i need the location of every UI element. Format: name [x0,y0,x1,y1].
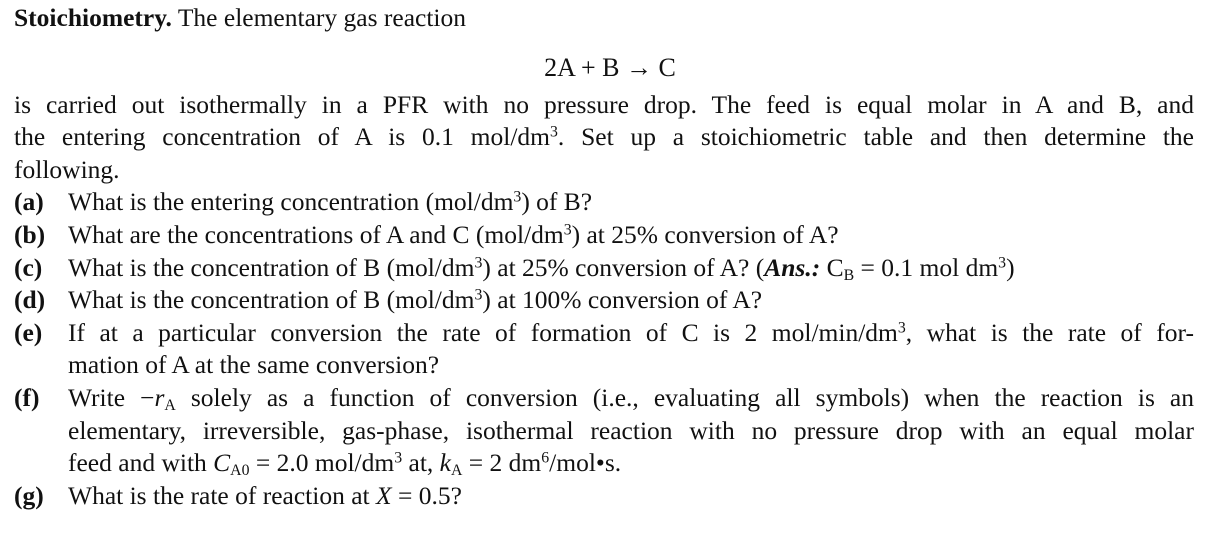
answer-label: Ans.: [764,252,821,282]
concentration-value: = 2.0 mol/dm [249,448,395,478]
question-e-superscript: 3 [897,319,906,337]
question-b [14,219,1194,252]
conversion-symbol: X [375,480,392,510]
question-f-line-3 [68,447,1194,480]
question-label: (d) [14,285,46,315]
question-d [14,284,1194,317]
answer-close: ) [1006,252,1015,282]
reaction-equation: 2A + B → C [544,52,676,82]
description-line-2-superscript: 3 [550,123,558,141]
question-e-text: If at a particular conversion the rate of formation of C is 2 mol/min/dm [68,317,898,347]
question-text [68,382,1194,480]
question-text [68,219,1194,252]
description-line-3: following. [14,154,120,184]
concentration-subscript: A0 [230,462,250,480]
question-a-text: What is the entering concentration (mol/dm [68,187,514,217]
question-f-line-2: elementary, irreversible, gas-phase, isothermal reaction with no pressure drop with an equal molar [68,415,1194,445]
question-list [14,186,1194,512]
description-line-2-text: the entering concentration of A is 0.1 mol/dm [14,122,551,152]
rate-constant-subscript: A [450,462,463,480]
question-a-superscript: 3 [513,188,522,206]
question-f [14,382,1194,480]
question-label: (g) [14,480,44,510]
question-g-rest: = 0.5? [391,480,462,510]
description-line-1: is carried out isothermally in a PFR with no pressure drop. The feed is equal molar in A and B, and [14,89,1194,119]
question-label: (f) [14,382,40,412]
question-a [14,186,1194,219]
question-label: (e) [14,317,43,347]
question-f-line-1 [68,382,1194,415]
question-text [68,186,1194,219]
question-label: (b) [14,219,46,249]
rate-constant-superscript: 6 [541,449,550,467]
rate-subscript: A [164,396,176,414]
question-text [68,480,1194,513]
question-d-rest: ) at 100% conversion of A? [482,285,763,315]
question-c-text: What is the concentration of B (mol/dm [68,252,475,282]
answer-subscript: B [843,266,855,284]
concentration-superscript: 3 [394,449,403,467]
answer-superscript: 3 [998,253,1007,271]
question-d-text: What is the concentration of B (mol/dm [68,285,475,315]
question-text [68,317,1194,382]
question-g [14,480,1194,513]
question-f-text: Write − [68,382,155,412]
question-f-rest: solely as a function of conversion (i.e., evaluating all symbols) when the reaction is an [175,382,1194,412]
question-label: (c) [14,252,43,282]
question-f-line-3-text: feed and with [68,448,214,478]
question-a-rest: ) of B? [521,187,593,217]
question-c [14,252,1194,285]
problem-page [14,2,1194,512]
rate-symbol: r [154,382,165,412]
question-f-at: at, [402,448,440,478]
question-e-rest: , what is the rate of for- [905,317,1194,347]
concentration-symbol: C [213,448,231,478]
problem-title: Stoichiometry. [14,3,172,32]
question-d-superscript: 3 [474,286,483,304]
question-e-line-1 [68,317,1194,350]
rate-constant-units: /mol•s. [549,448,622,478]
question-label: (a) [14,187,44,217]
question-c-mid: ) at 25% conversion of A? ( [482,252,765,282]
question-text [68,284,1194,317]
description-line-2 [14,121,1194,154]
question-e [14,317,1194,382]
question-b-rest: ) at 25% conversion of A? [571,219,839,249]
rate-constant-symbol: k [439,448,451,478]
problem-intro: The elementary gas reaction [171,3,466,32]
question-e-line-2: mation of A at the same conversion? [68,350,440,380]
description-line-2-rest: . Set up a stoichiometric table and then determine the [557,122,1194,152]
problem-description [14,89,1194,187]
rate-constant-value: = 2 dm [462,448,542,478]
answer-symbol: C [820,252,844,282]
question-g-text: What is the rate of reaction at [68,480,376,510]
question-c-superscript: 3 [474,253,483,271]
question-text [68,252,1194,285]
question-b-text: What are the concentrations of A and C (mol/dm [68,219,564,249]
question-b-superscript: 3 [563,221,572,239]
answer-value: = 0.1 mol dm [854,252,999,282]
problem-heading [14,2,1194,35]
